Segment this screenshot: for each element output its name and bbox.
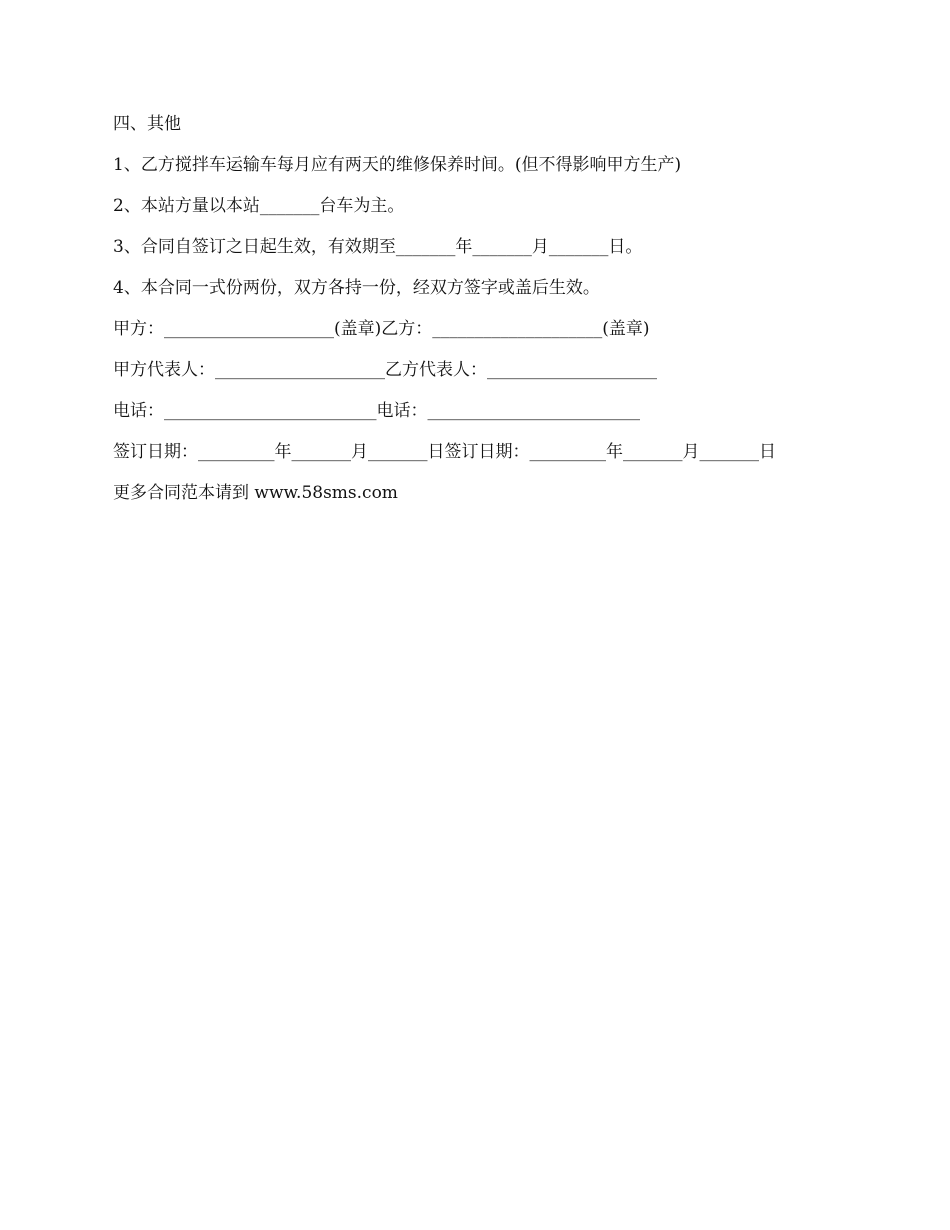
clause-text: 2、本站方量以本站_______台车为主。 [113,196,405,216]
clause-text: 1、乙方搅拌车运输车每月应有两天的维修保养时间。(但不得影响甲方生产) [113,155,682,175]
representative-line [113,358,853,382]
footer-note [113,481,853,505]
clause-text: 4、本合同一式份两份，双方各持一份，经双方签字或盖后生效。 [113,278,600,298]
section-heading [113,112,853,136]
footer-note-text: 更多合同范本请到 www.58sms.com [113,483,398,503]
party-signature-line [113,317,853,341]
clause-4 [113,276,853,300]
signing-date-text: 签订日期：_________年_______月_______日签订日期：_________年_______月_______日 [113,442,776,462]
signing-date-line [113,440,853,464]
clause-text: 3、合同自签订之日起生效，有效期至_______年_______月_______日。 [113,237,643,257]
clause-1 [113,153,853,177]
representative-text: 甲方代表人：____________________乙方代表人：____________________ [113,360,657,380]
clause-2 [113,194,853,218]
phone-line [113,399,853,423]
party-signature-text: 甲方：____________________(盖章)乙方：____________________(盖章) [113,319,650,339]
section-heading-text: 四、其他 [113,114,181,134]
clause-3 [113,235,853,259]
document-body [113,112,853,522]
phone-text: 电话：_________________________电话：_________________________ [113,401,640,421]
